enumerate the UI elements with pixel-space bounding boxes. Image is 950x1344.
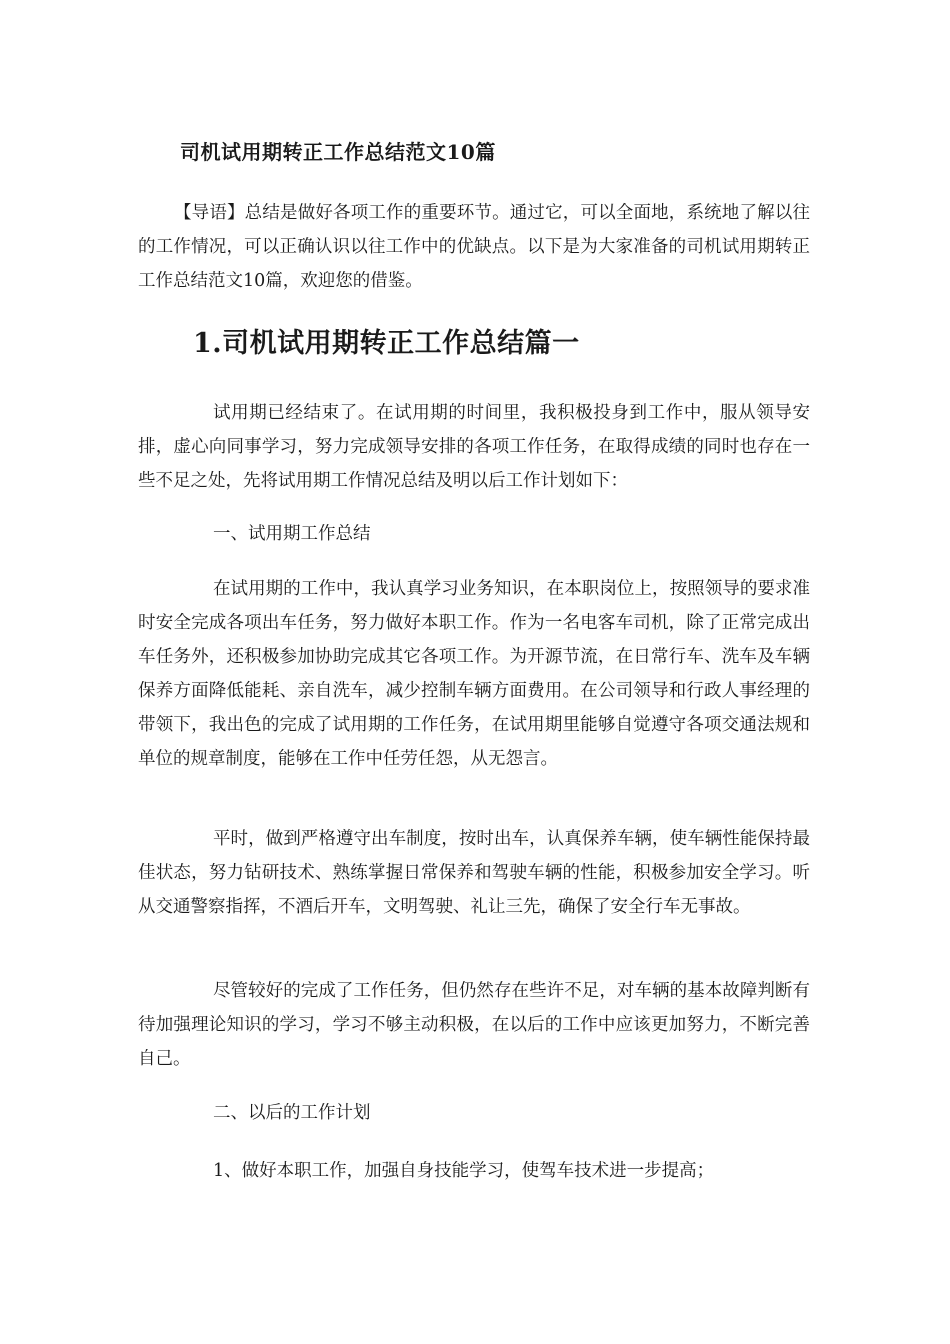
paragraph-1: 试用期已经结束了。在试用期的时间里，我积极投身到工作中，服从领导安排，虚心向同事学习，努力完成领导安排的各项工作任务，在取得成绩的同时也存在一些不足之处，先将试用期工作情况总结及明以后工作计划如下： [138,403,810,491]
document-title: 司机试用期转正工作总结范文10篇 [180,140,496,164]
paragraph-3: 平时，做到严格遵守出车制度，按时出车，认真保养车辆，使车辆性能保持最佳状态，努力钻研技术、熟练掌握日常保养和驾驶车辆的性能，积极参加安全学习。听从交通警察指挥，不酒后开车，文明驾驶、礼让三先，确保了安全行车无事故。 [138,829,810,917]
intro-paragraph: 【导语】总结是做好各项工作的重要环节。通过它，可以全面地，系统地了解以往的工作情况，可以正确认识以往工作中的优缺点。以下是为大家准备的司机试用期转正工作总结范文10篇，欢迎您的借鉴。 [138,203,810,291]
subheading-work-summary: 一、试用期工作总结 [213,524,371,544]
paragraph-2: 在试用期的工作中，我认真学习业务知识，在本职岗位上，按照领导的要求准时安全完成各项出车任务，努力做好本职工作。作为一名电客车司机，除了正常完成出车任务外，还积极参加协助完成其它各项工作。为开源节流，在日常行车、洗车及车辆保养方面降低能耗、亲自洗车，减少控制车辆方面费用。在公司领导和行政人事经理的带领下，我出色的完成了试用期的工作任务，在试用期里能够自觉遵守各项交通法规和单位的规章制度，能够在工作中任劳任怨，从无怨言。 [138,579,810,769]
section-heading: 1.司机试用期转正工作总结篇一 [193,328,580,359]
paragraph-4: 尽管较好的完成了工作任务，但仍然存在些许不足，对车辆的基本故障判断有待加强理论知识的学习，学习不够主动积极，在以后的工作中应该更加努力，不断完善自己。 [138,981,810,1069]
subheading-work-plan: 二、以后的工作计划 [213,1103,371,1123]
list-item: 1、做好本职工作，加强自身技能学习，使驾车技术进一步提高； [213,1161,715,1181]
